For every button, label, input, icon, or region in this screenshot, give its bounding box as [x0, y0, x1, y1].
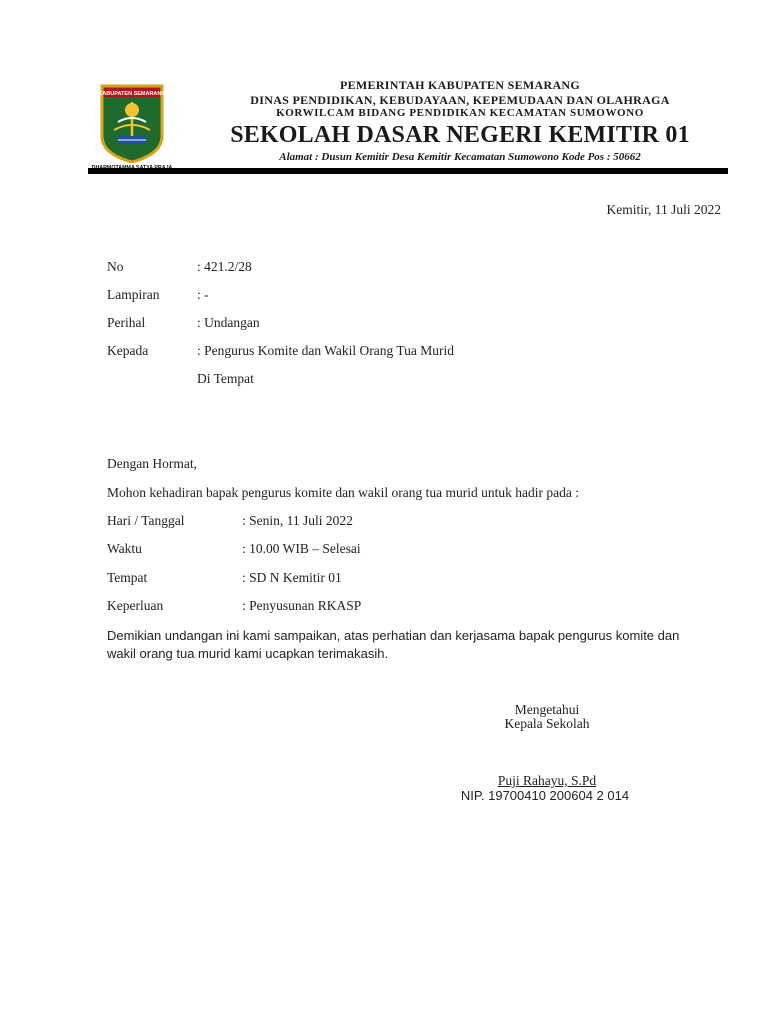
logo-top-text: KABUPATEN SEMARANG [98, 91, 166, 97]
field-label-subject: Perihal [107, 315, 146, 330]
letterhead-divider [88, 168, 728, 174]
event-label-place: Tempat [107, 570, 148, 585]
event-value-purpose: : Penyusunan RKASP [242, 598, 362, 613]
event-label-purpose: Keperluan [107, 598, 164, 613]
event-label-time: Waktu [107, 541, 142, 556]
letter-date: Kemitir, 11 Juli 2022 [606, 202, 721, 217]
district-line: KORWILCAM BIDANG PENDIDIKAN KECAMATAN SUMOWONO [276, 107, 644, 119]
recipient-place: Di Tempat [197, 371, 254, 386]
intro-paragraph: Mohon kehadiran bapak pengurus komite dan wakil orang tua murid untuk hadir pada : [107, 485, 580, 500]
field-label-attachment: Lampiran [107, 287, 160, 302]
school-address: Alamat : Dusun Kemitir Desa Kemitir Kecamatan Sumowono Kode Pos : 50662 [279, 151, 641, 163]
field-label-no: No [107, 259, 124, 274]
closing-paragraph: Demikian undangan ini kami sampaikan, atas perhatian dan kerjasama bapak pengurus komite dan wakil orang tua murid kami ucapkan terimakasih. [107, 628, 680, 661]
event-label-day-date: Hari / Tanggal [107, 513, 185, 528]
event-value-day-date: : Senin, 11 Juli 2022 [242, 513, 353, 528]
field-value-attachment: : - [197, 287, 209, 302]
department-line: DINAS PENDIDIKAN, KEBUDAYAAN, KEPEMUDAAN DAN OLAHRAGA [250, 93, 670, 107]
signature-acknowledge: Mengetahui [514, 702, 580, 717]
event-value-time: : 10.00 WIB – Selesai [242, 541, 361, 556]
field-label-recipient: Kepada [107, 343, 149, 358]
signatory-name: Puji Rahayu, S.Pd [497, 773, 597, 788]
school-name: SEKOLAH DASAR NEGERI KEMITIR 01 [230, 122, 690, 148]
field-value-no: : 421.2/28 [197, 259, 252, 274]
event-value-place: : SD N Kemitir 01 [242, 570, 342, 585]
field-value-subject: : Undangan [197, 315, 260, 330]
government-line: PEMERINTAH KABUPATEN SEMARANG [339, 78, 581, 92]
signatory-nip: NIP. 19700410 200604 2 014 [460, 788, 630, 803]
signature-title: Kepala Sekolah [504, 716, 590, 731]
field-value-recipient: : Pengurus Komite dan Wakil Orang Tua Murid [197, 343, 455, 358]
salutation: Dengan Hormat, [107, 456, 197, 471]
